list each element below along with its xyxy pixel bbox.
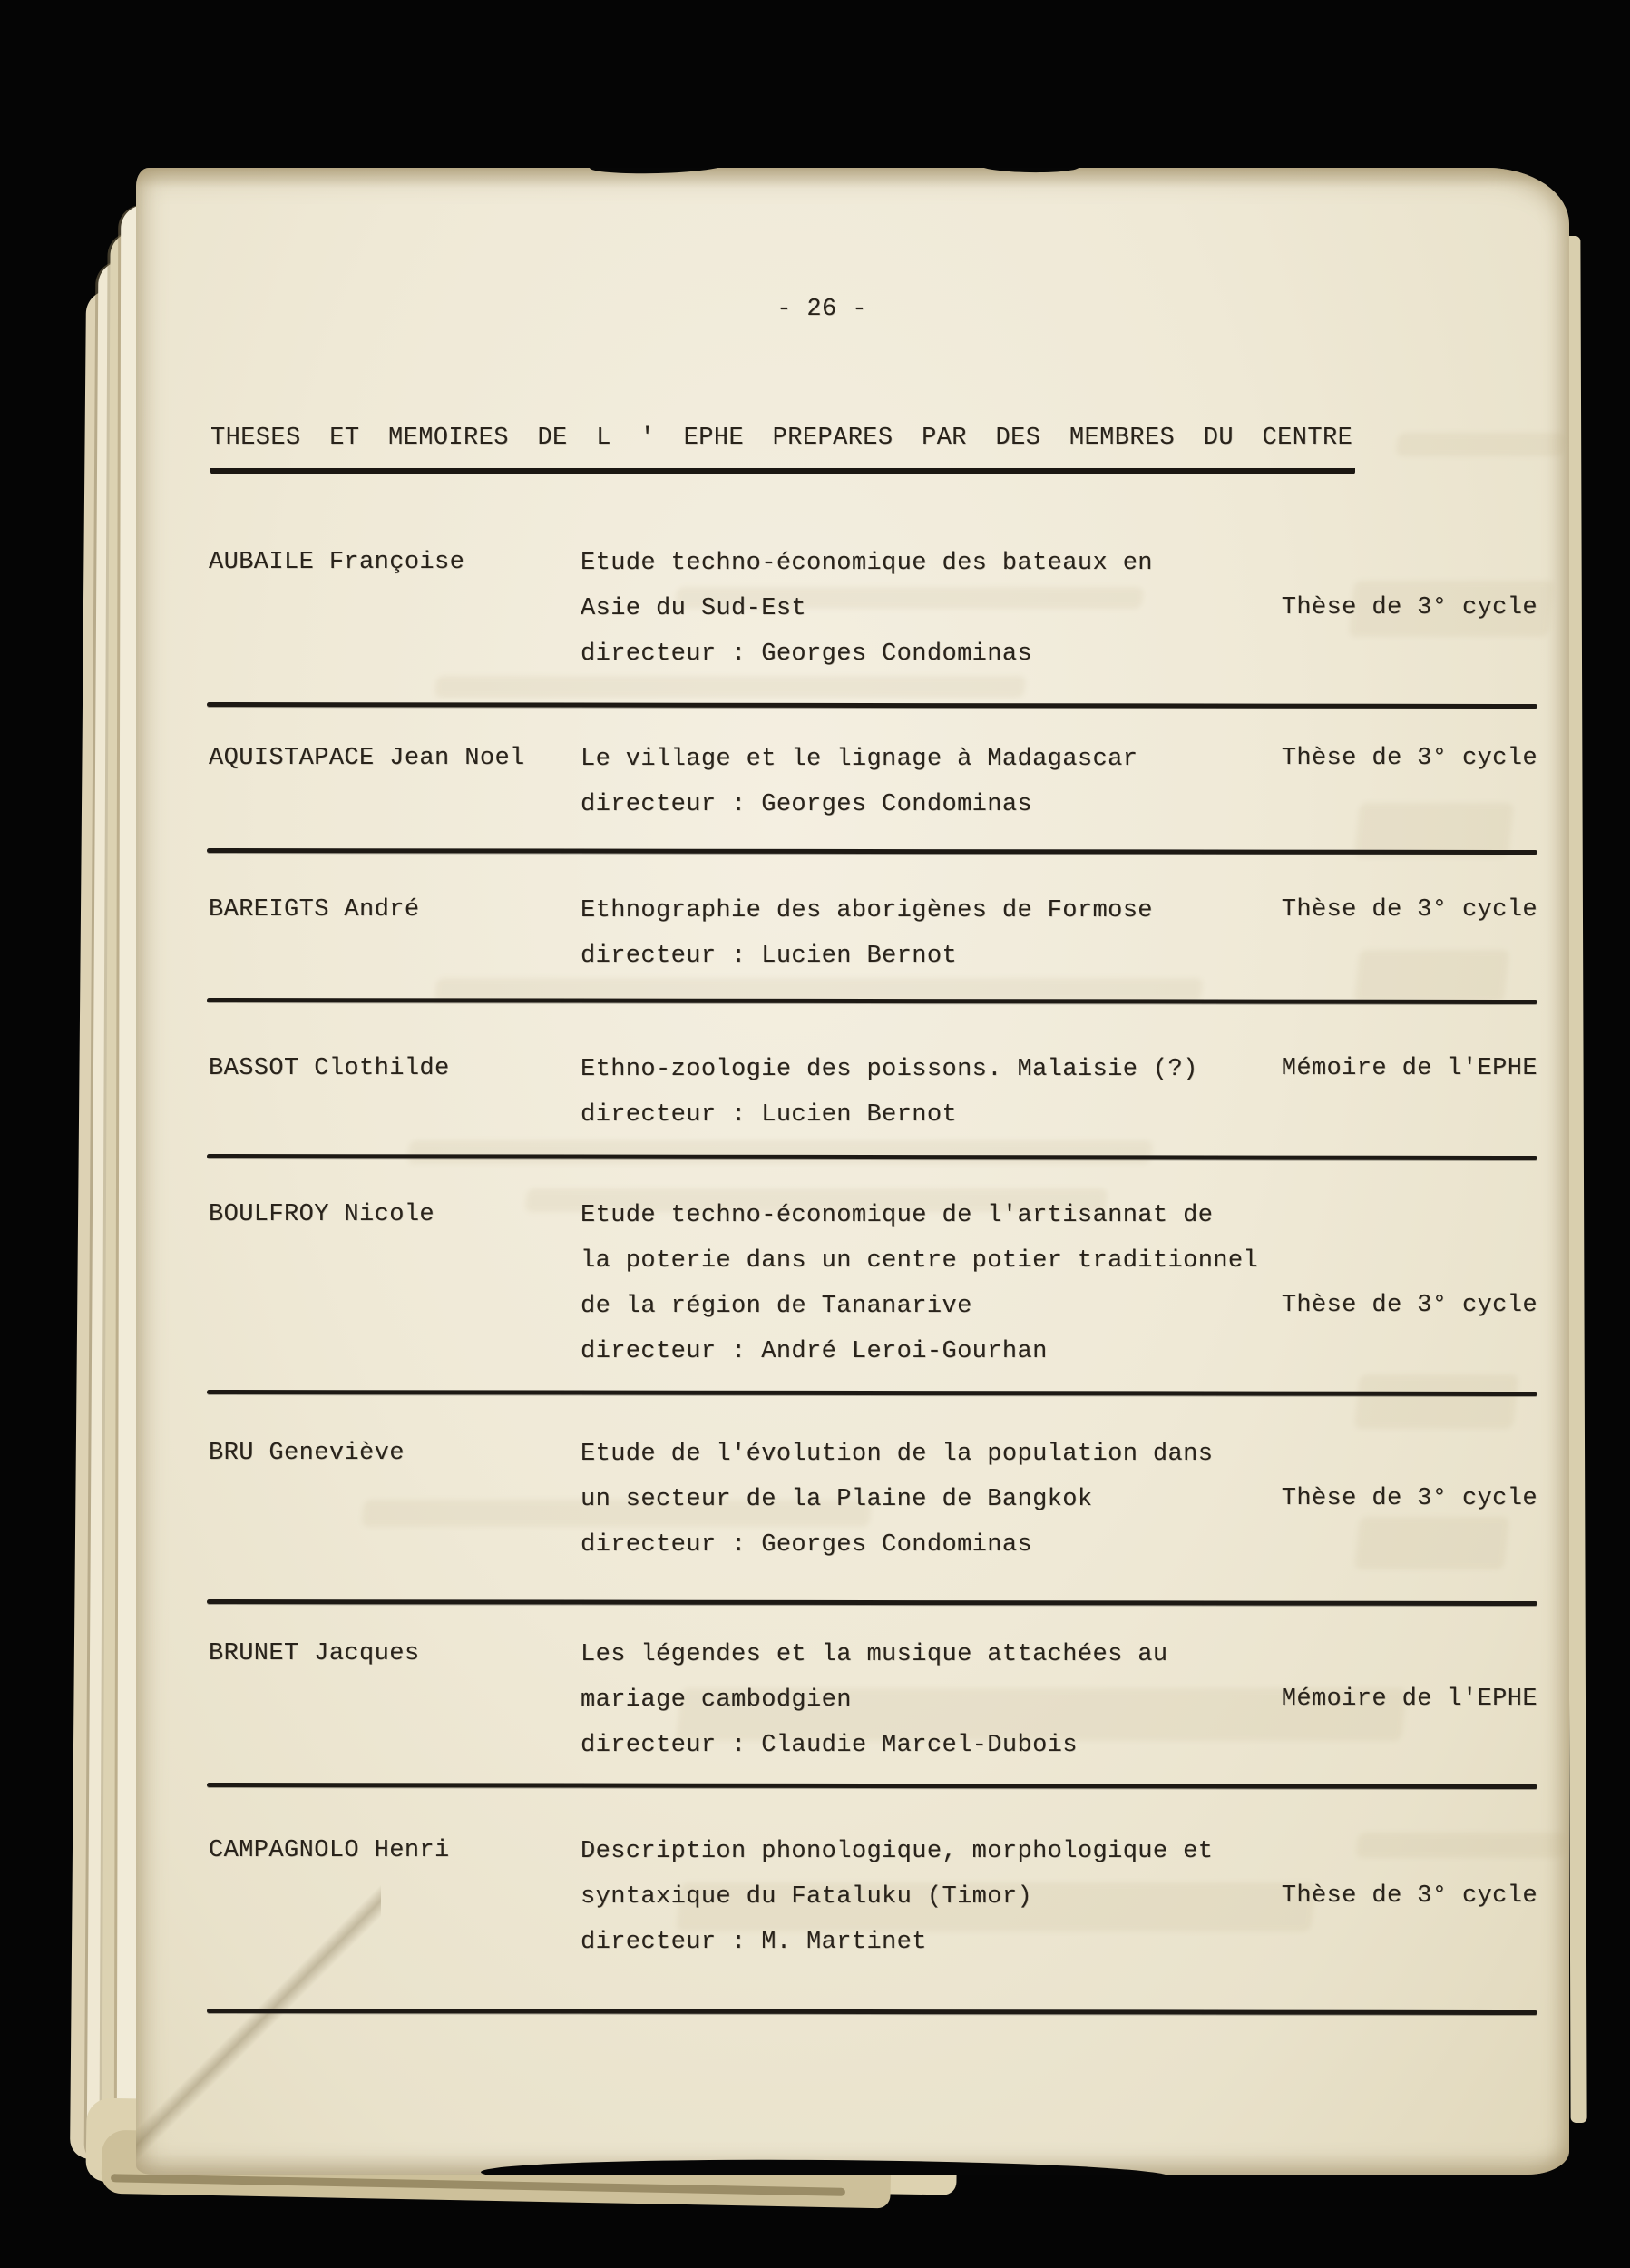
entry-desc-line: Asie du Sud-Est [581, 595, 807, 622]
entry-degree-label: Thèse de 3° cycle [1281, 745, 1537, 772]
entry-name: AQUISTAPACE Jean Noel [209, 745, 525, 772]
entry-name: BRUNET Jacques [209, 1640, 420, 1667]
entry [209, 896, 1537, 970]
entry-desc-line: directeur : Georges Condominas [581, 1531, 1033, 1559]
page-number: - 26 - [776, 296, 867, 323]
entry [209, 1837, 1537, 1956]
entry [209, 1201, 1537, 1365]
entry [209, 745, 1537, 818]
entry-desc-line: Le village et le lignage à Madagascar [581, 746, 1138, 773]
bleedthrough-smudge [1354, 1374, 1518, 1429]
entry-degree-label: Mémoire de l'EPHE [1281, 1055, 1537, 1082]
entry-name: BASSOT Clothilde [209, 1055, 450, 1082]
separator-rule [207, 1599, 1537, 1606]
entry [209, 1440, 1537, 1559]
entry-degree-label: Thèse de 3° cycle [1281, 594, 1537, 621]
separator-rule [207, 998, 1537, 1004]
separator-rule [207, 1154, 1537, 1160]
separator-rule [207, 702, 1537, 709]
separator-rule [207, 848, 1537, 855]
entry-desc-line: Ethno-zoologie des poissons. Malaisie (?) [581, 1056, 1198, 1083]
entry-name: BRU Geneviève [209, 1440, 405, 1467]
entry-desc-line: directeur : Claudie Marcel-Dubois [581, 1732, 1078, 1759]
entry-desc-line: mariage cambodgien [581, 1686, 852, 1714]
entry [209, 549, 1537, 668]
entry-desc-line: un secteur de la Plaine de Bangkok [581, 1486, 1093, 1513]
bleedthrough-smudge [1396, 433, 1567, 456]
entry-desc-line: directeur : Lucien Bernot [581, 943, 958, 970]
entry-degree-label: Thèse de 3° cycle [1281, 1485, 1537, 1512]
document-page [136, 168, 1569, 2175]
entry-desc-line: Les légendes et la musique attachées au [581, 1641, 1168, 1668]
bleedthrough-smudge [1354, 1517, 1509, 1569]
entry-desc-line: de la région de Tananarive [581, 1293, 972, 1320]
entry-desc-line: directeur : M. Martinet [581, 1929, 927, 1956]
entry-name: AUBAILE Françoise [209, 549, 465, 576]
page-title: THESES ET MEMOIRES DE L ' EPHE PREPARES PAR DES MEMBRES DU CENTRE [210, 425, 1355, 474]
entry [209, 1640, 1537, 1759]
entry-name: BAREIGTS André [209, 896, 420, 924]
torn-edge-notch [481, 2157, 1170, 2175]
entry-desc-line: directeur : André Leroi-Gourhan [581, 1338, 1048, 1365]
paper-crease [136, 1873, 381, 2173]
entry-desc-line: la poterie dans un centre potier traditionnel [581, 1247, 1259, 1275]
entry-desc-line: Etude de l'évolution de la population dans [581, 1441, 1214, 1468]
bleedthrough-smudge [1354, 950, 1509, 1002]
entry-desc-line: directeur : Georges Condominas [581, 640, 1033, 668]
separator-rule [207, 1390, 1537, 1396]
entry-desc-line: Ethnographie des aborigènes de Formose [581, 897, 1153, 924]
entry-name: CAMPAGNOLO Henri [209, 1837, 450, 1864]
entry-degree-label: Thèse de 3° cycle [1281, 1882, 1537, 1910]
entry-desc-line: directeur : Lucien Bernot [581, 1101, 958, 1129]
entry-desc-line: Etude techno-économique de l'artisannat de [581, 1202, 1214, 1229]
entry-degree-label: Mémoire de l'EPHE [1281, 1686, 1537, 1713]
entry [209, 1055, 1537, 1129]
entry-desc-line: Etude techno-économique des bateaux en [581, 550, 1153, 577]
separator-rule [207, 2009, 1537, 2015]
entry-name: BOULFROY Nicole [209, 1201, 435, 1228]
entry-desc-line: directeur : Georges Condominas [581, 791, 1033, 818]
entry-desc-line: Description phonologique, morphologique et [581, 1838, 1214, 1865]
entry-degree-label: Thèse de 3° cycle [1281, 896, 1537, 924]
torn-edge-notch [590, 168, 726, 175]
entry-desc-line: syntaxique du Fataluku (Timor) [581, 1883, 1033, 1911]
entry-degree-label: Thèse de 3° cycle [1281, 1292, 1537, 1319]
separator-rule [207, 1783, 1537, 1789]
torn-edge-notch [980, 168, 1079, 173]
